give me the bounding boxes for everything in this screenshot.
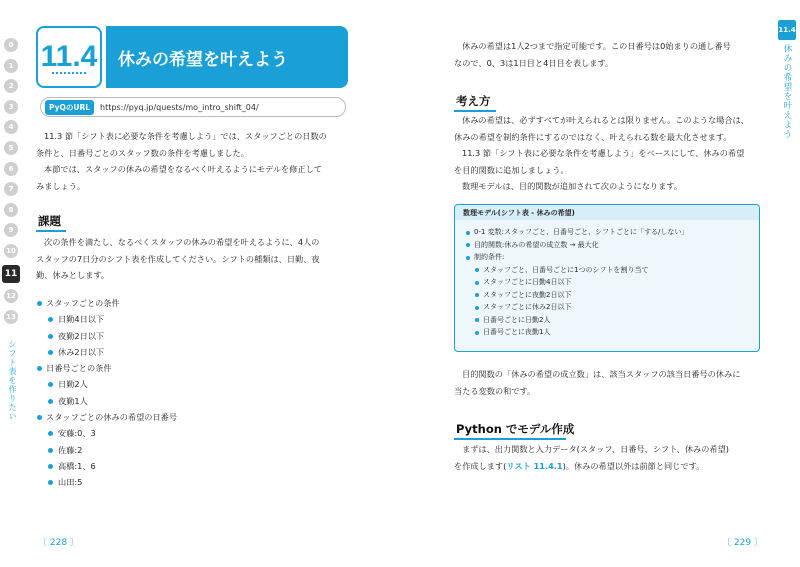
right-page (400, 0, 800, 567)
heading-python-underline (454, 438, 566, 440)
list-item: スタッフごとの休みの希望の日番号 (36, 409, 177, 425)
bullet-icon (475, 318, 479, 322)
idea-line: を目的関数に追加しましょう。 (454, 164, 569, 175)
bullet-icon (37, 366, 42, 371)
chapter-tab-11-active[interactable]: 11 (2, 265, 20, 283)
url-tag: PyQのURL (45, 100, 94, 115)
idea-paragraph (454, 112, 766, 195)
section-number: 11.4 (40, 40, 98, 73)
section-title-bar (106, 26, 348, 88)
math-model-title: 数理モデル(シフト表 - 休みの希望) (455, 205, 759, 220)
list-item: 日勤2人 (36, 376, 177, 392)
intro-line: みましょう。 (36, 180, 86, 191)
list-item: 日勤4日以下 (36, 311, 177, 327)
bracket-icon: 〕 (751, 538, 763, 548)
objective-line: 目的関数の「休みの希望の成立数」は、該当スタッフの該当日番号の休みに (462, 369, 741, 379)
condition-list (36, 295, 177, 491)
list-item: 高橋:1、6 (36, 458, 177, 474)
python-paragraph (454, 441, 766, 474)
bullet-icon (466, 256, 470, 260)
idea-line: 数理モデルは、目的関数が追加されて次のようになります。 (462, 181, 682, 191)
python-line: を作成します(リスト 11.4.1)。休みの希望以外は前節と同じです。 (454, 460, 705, 471)
listing-link[interactable]: リスト 11.4.1 (506, 460, 563, 471)
page-number-right: 〔 229 〕 (722, 538, 763, 548)
list-item: 日番号ごとに日勤2人 (465, 314, 749, 327)
bullet-icon (475, 306, 479, 310)
list-item: 佐藤:2 (36, 442, 177, 458)
python-line: まずは、出力関数と入力データ(スタッフ、日番号、シフト、休みの希望) (462, 444, 729, 454)
chapter-tab-10[interactable]: 10 (4, 244, 18, 258)
list-item: 0-1 変数:スタッフごと、日番号ごと、シフトごとに「する/しない」 (465, 226, 749, 239)
math-model-list (455, 220, 759, 345)
list-item: 夜勤2日以下 (36, 328, 177, 344)
bullet-icon (475, 268, 479, 272)
list-item: 日番号ごとに夜勤1人 (465, 326, 749, 339)
task-line: スタッフの7日分のシフト表を作成してください。シフトの種類は、日勤、夜 (36, 253, 320, 264)
task-paragraph (36, 234, 350, 284)
list-item: 制約条件: (465, 251, 749, 264)
bullet-icon (466, 231, 470, 235)
section-header (36, 26, 348, 88)
list-item: スタッフごとに日勤4日以下 (465, 276, 749, 289)
heading-task: 課題 (38, 214, 61, 228)
chapter-side-label: シフト表を作りたい (8, 340, 17, 421)
bullet-icon (48, 431, 53, 436)
bracket-icon: 〔 (38, 538, 50, 548)
bullet-icon (48, 399, 53, 404)
idea-line: 休みの希望は、必ずすべてが叶えられるとは限りません。このような場合は、 (462, 115, 749, 125)
list-item: スタッフごとに休み2日以下 (465, 301, 749, 314)
heading-python: Python でモデル作成 (456, 422, 575, 436)
bullet-icon (48, 317, 53, 322)
bullet-icon (37, 415, 42, 420)
chapter-tab-6[interactable]: 6 (4, 162, 18, 176)
chapter-tab-4[interactable]: 4 (4, 120, 18, 134)
bullet-icon (48, 464, 53, 469)
bullet-icon (475, 293, 479, 297)
section-tab[interactable]: 11.4 (778, 20, 796, 40)
top-paragraph (454, 38, 766, 71)
bullet-icon (48, 350, 53, 355)
chapter-tab-7[interactable]: 7 (4, 182, 18, 196)
intro-line: 11.3 節「シフト表に必要な条件を考慮しよう」では、スタッフごとの日数の (44, 131, 327, 141)
idea-line: 11.3 節「シフト表に必要な条件を考慮しよう」をベースにして、休みの希望 (462, 148, 745, 158)
intro-paragraph (36, 128, 350, 194)
math-model-box (454, 204, 760, 352)
bullet-icon (48, 448, 53, 453)
chapter-tab-8[interactable]: 8 (4, 203, 18, 217)
bullet-icon (466, 243, 470, 247)
section-side-label: 休みの希望を叶えよう (782, 44, 792, 139)
intro-line: 条件と、日番号ごとのスタッフ数の条件を考慮しました。 (36, 147, 249, 158)
objective-line: 当たる変数の和です。 (454, 385, 536, 396)
idea-line: 休みの希望を制約条件にするのではなく、叶えられる数を最大化させます。 (454, 131, 732, 142)
chapter-tab-9[interactable]: 9 (4, 223, 18, 237)
top-line: なので、0、3は1日目と4日目を表します。 (454, 57, 614, 68)
chapter-tab-0[interactable]: 0 (4, 38, 18, 52)
section-number-box (36, 26, 102, 88)
list-item: スタッフごとの条件 (36, 295, 177, 311)
chapter-tab-12[interactable]: 12 (4, 289, 18, 303)
objective-paragraph (454, 366, 766, 399)
page-number-left: 〔 228 〕 (38, 538, 79, 548)
heading-task-underline (36, 230, 66, 232)
list-item: 夜勤1人 (36, 393, 177, 409)
pyq-url-box (40, 97, 346, 117)
list-item: 山田:5 (36, 474, 177, 490)
list-item: 安藤:0、3 (36, 425, 177, 441)
bullet-icon (475, 281, 479, 285)
chapter-tab-5[interactable]: 5 (4, 141, 18, 155)
bracket-icon: 〕 (67, 538, 79, 548)
task-line: 次の条件を満たし、なるべくスタッフの休みの希望を叶えるように、4人の (44, 237, 320, 247)
list-item: スタッフごとに夜勤2日以下 (465, 289, 749, 302)
bullet-icon (48, 480, 53, 485)
section-dots (52, 72, 86, 74)
intro-line: 本節では、スタッフの休みの希望をなるべく叶えるようにモデルを修正して (44, 164, 322, 174)
chapter-tab-2[interactable]: 2 (4, 79, 18, 93)
list-item: 目的関数:休みの希望の成立数 → 最大化 (465, 239, 749, 252)
list-item: 日番号ごとの条件 (36, 360, 177, 376)
section-title: 休みの希望を叶えよう (118, 49, 288, 70)
bullet-icon (48, 334, 53, 339)
chapter-tab-1[interactable]: 1 (4, 59, 18, 73)
bullet-icon (37, 301, 42, 306)
top-line: 休みの希望は1人2つまで指定可能です。この日番号は0始まりの通し番号 (462, 41, 731, 51)
task-line: 勤、休みとします。 (36, 270, 110, 280)
bullet-icon (475, 331, 479, 335)
list-item: 休み2日以下 (36, 344, 177, 360)
bracket-icon: 〔 (722, 538, 734, 548)
pyq-url-link[interactable]: https://pyq.jp/quests/mo_intro_shift_04/ (100, 102, 259, 112)
chapter-tab-13[interactable]: 13 (4, 310, 18, 324)
chapter-tab-3[interactable]: 3 (4, 100, 18, 114)
heading-idea: 考え方 (456, 94, 491, 108)
list-item: スタッフごと、日番号ごとに1つのシフトを割り当て (465, 264, 749, 277)
chapter-tabs (0, 38, 22, 330)
bullet-icon (48, 382, 53, 387)
